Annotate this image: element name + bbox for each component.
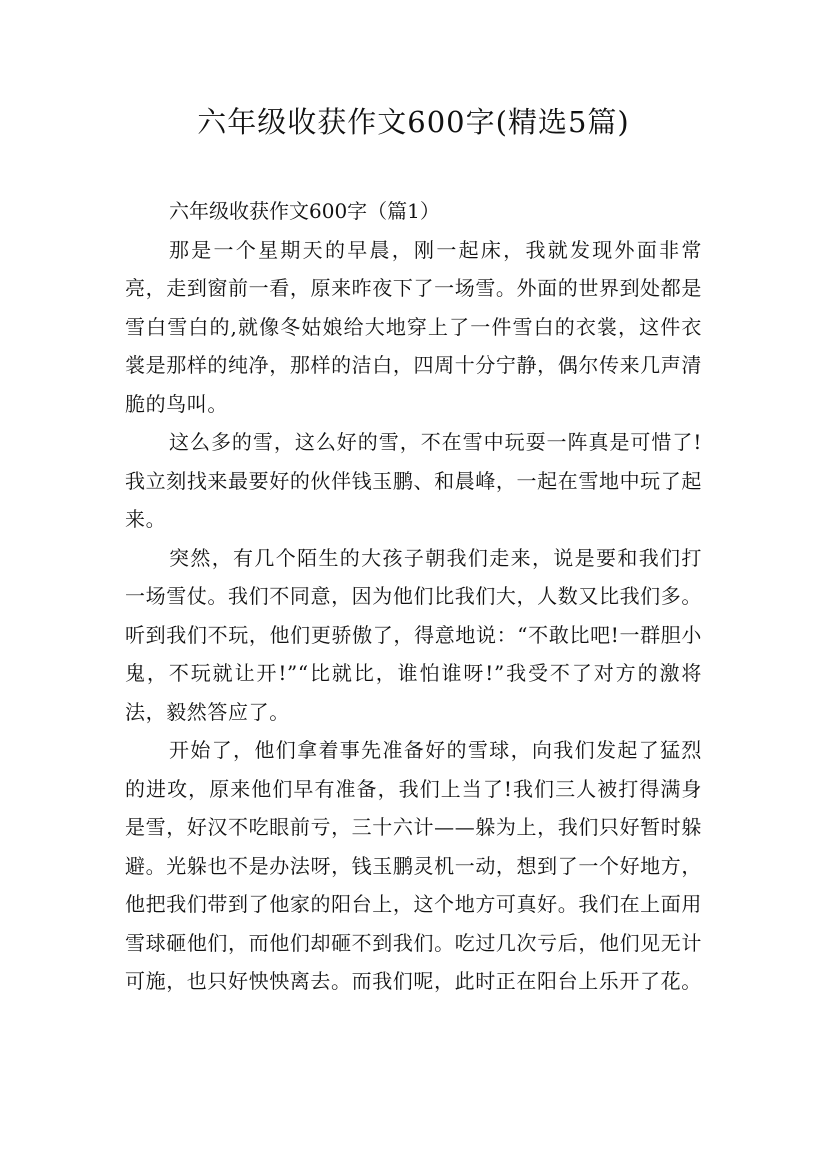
document-title: 六年级收获作文600字(精选5篇) (197, 105, 630, 139)
paragraph-2: 这么多的雪，这么好的雪，不在雪中玩耍一阵真是可惜了!我立刻找来最要好的伙伴钱玉鹏、和晨峰，一起在雪地中玩了起来。 (125, 430, 702, 531)
paragraph-1: 那是一个星期天的早晨，刚一起床，我就发现外面非常亮，走到窗前一看，原来昨夜下了一场雪。外面的世界到处都是雪白雪白的,就像冬姑娘给大地穿上了一件雪白的衣裳，这件衣裳是那样的纯净，那样的洁白，四周十分宁静，偶尔传来几声清脆的鸟叫。 (125, 237, 702, 416)
document-body (125, 192, 702, 1001)
paragraph-3: 突然，有几个陌生的大孩子朝我们走来，说是要和我们打一场雪仗。我们不同意，因为他们比我们大，人数又比我们多。听到我们不玩，他们更骄傲了，得意地说：“不敢比吧!一群胆小鬼，不玩就让开!”“比就比，谁怕谁呀!”我受不了对方的激将法，毅然答应了。 (125, 545, 702, 724)
paragraph-4: 开始了，他们拿着事先准备好的雪球，向我们发起了猛烈的进攻，原来他们早有准备，我们上当了!我们三人被打得满身是雪，好汉不吃眼前亏，三十六计——躲为上，我们只好暂时躲避。光躲也不是办法呀，钱玉鹏灵机一动，想到了一个好地方，他把我们带到了他家的阳台上，这个地方可真好。我们在上面用雪球砸他们，而他们却砸不到我们。吃过几次亏后，他们见无计可施，也只好怏怏离去。而我们呢，此时正在阳台上乐开了花。 (125, 738, 702, 993)
section-heading: 六年级收获作文600字（篇1） (169, 199, 440, 223)
